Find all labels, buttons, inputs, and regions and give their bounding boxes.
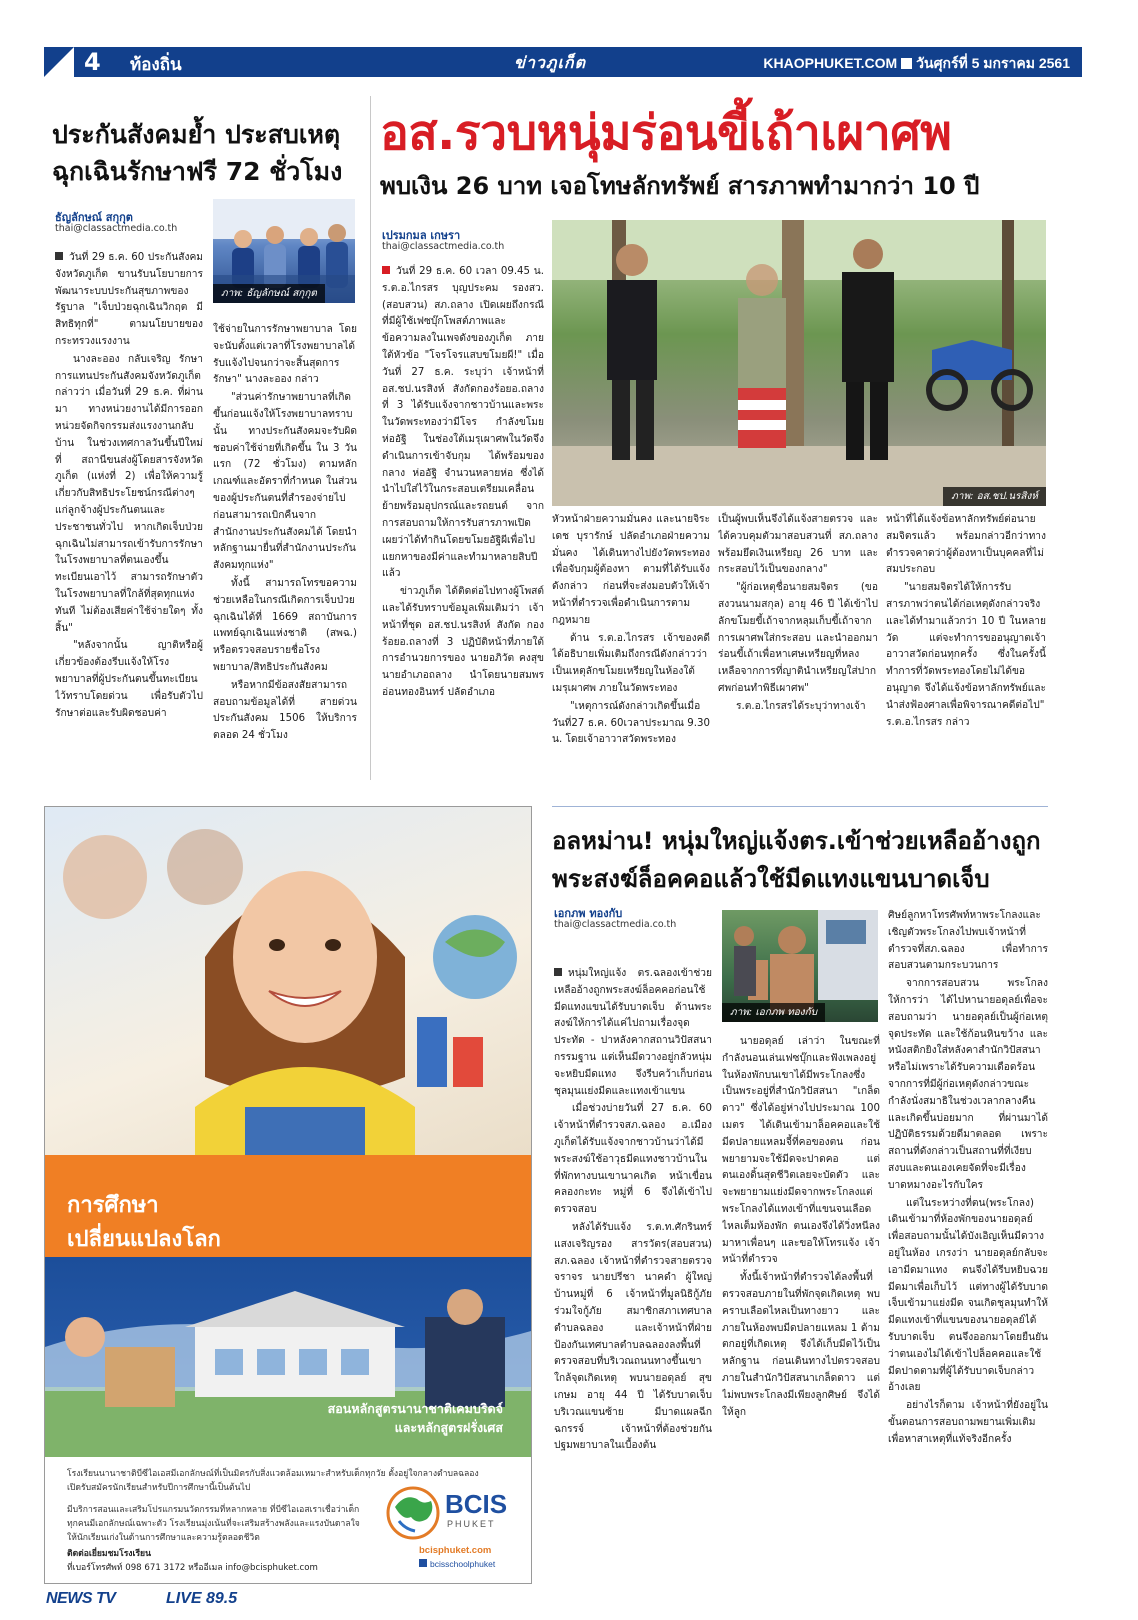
ad-contact-line[interactable]: ที่เบอร์โทรศัพท์ 098 671 3172 หรืออีเมล info@bcisphuket.com xyxy=(67,1563,318,1573)
left-photo-caption: ภาพ: ธัญลักษณ์ สกุกุต xyxy=(213,284,325,303)
paragraph: หรือหากมีข้อสงสัยสามารถสอบถามข้อมูลได้ที่ สายด่วนประกันสังคม 1506 ให้บริการตลอด 24 ชั่วโมง xyxy=(213,679,357,742)
paragraph: ข่าวภูเก็ต ได้ติดต่อไปทางผู้โพสต์ และได้รับทราบข้อมูลเพิ่มเติมว่า เจ้าหน้าที่ชุด อส.ชป.นรสิงห์ สังกัด กองร้อยอ.ถลางที่ 3 ปฏิบัติหน้าที่ภายใต้การอำนวยการของ นายอภิวัต คงสุข นายอำเภอถลาง นำโดยนายสมพร อ่อนทองอินทร์ ปลัดอำเภอ xyxy=(382,586,544,698)
left-story-email[interactable]: thai@classactmedia.co.th xyxy=(55,223,178,234)
main-photo-caption: ภาพ: อส.ชป.นรสิงห์ xyxy=(943,487,1046,506)
paragraph: นายอดุลย์ เล่าว่า ในขณะที่กำลังนอนเล่นเฟซบุ๊กและฟังเพลงอยู่ในห้องพักบนเขาได้มีพระโกลงซึ่งเป็นพระอยู่ที่สำนักวิปัสสนา "เกล็ดดาว" ซึ่งได้อยู่ห่างไปประมาณ 100 เมตร ได้เดินเข้ามาล็อคคอและใช้มีดปลายแหลมจี้ที่คอของตน ก่อนพยายามจะใช้มีดจะปาดคอ แต่ตนเองดิ้นสุดชีวิตเลยจะบัดตัว และจะพยายามแย่งมีดจากพระโกลงแต่พระโกลงได้แทงเข้าที่แขนจนเลือดไหลเต็มห้องพัก ตนเองจึงได้วิ่งหนีลงมาหาเพื่อนๆ และขอให้โทรแจ้ง เจ้าหน้าที่ตำรวจ xyxy=(722,1036,880,1266)
column-divider xyxy=(370,96,371,780)
bottom-story-column-1 xyxy=(554,966,712,1584)
paragraph: วันที่ 29 ธ.ค. 60 เวลา 09.45 น. ร.ต.อ.ไกรสร บุญประคม รองสว.(สอบสวน) สภ.ถลาง เปิดเผยถึงกรณี ที่มีผู้ใช้เฟซบุ๊กโพสต์ภาพและข้อความลงในเพจดังของภูเก็ต ภายใต้หัวข้อ "โจรโจรแสบขโมยผี!" เมื่อวันที่ 27 ธ.ค. ระบุว่า เจ้าหน้าที่ อส.ชป.นรสิงห์ สังกัดกองร้อยอ.ถลางที่ 3 ได้รับแจ้งจากชาวบ้านและพระในวัดพระทองว่ามีโจร กำลังขโมย ห่ออัฐิ ในช่องใต้เมรุเผาศพในวัดจึงดำเนินการเข้าจับกุม ได้พร้อมของกลาง ห่ออัฐิ จำนวนหลายห่อ ซึ่งได้นำไปใส่ไว้ในกระสอบเตรียมเคลื่อนย้ายพร้อมอุปกรณ์และรถยนต์ จากการสอบถามให้การรับสารภาพเปิดเผยว่าได้ทำกินโดยขโมยอัฐิผีเพื่อไปแยกหาของมีค่าและทำมาหลายสิบปีแล้ว xyxy=(382,266,544,580)
bcis-logo-text: BCIS xyxy=(445,1489,508,1519)
page-number: 4 xyxy=(84,48,101,76)
masthead-logo: ข่าวภูเก็ต xyxy=(514,53,586,72)
ad-course-line-2: และหลักสูตรฝรั่งเศส xyxy=(394,1420,503,1435)
separator-square-icon xyxy=(901,58,912,69)
paragraph: ใช้จ่ายในการรักษาพยาบาล โดยจะนับตั้งแต่เวลาที่โรงพยาบาลได้รับแจ้งไปจนกว่าจะสิ้นสุดการรักษา" นางละออง กล่าว xyxy=(213,324,357,386)
ad-title-line-2: เปลี่ยนแปลงโลก xyxy=(67,1227,221,1252)
main-story-email[interactable]: thai@classactmedia.co.th xyxy=(382,241,505,252)
bullet-icon xyxy=(554,968,562,976)
live-radio-logo: LIVE 89.5 xyxy=(166,1590,238,1607)
main-story-column-4 xyxy=(886,512,1046,778)
ad-course-line-1: สอนหลักสูตรนานาชาติเคมบริดจ์ xyxy=(327,1401,503,1416)
paragraph: หนุ่มใหญ่แจ้ง ตร.ฉลองเข้าช่วยเหลืออ้างถูกพระสงฆ์ล็อคคอก่อนใช้มีดแทงแขนได้รับบาดเจ็บ ด้านพระสงฆ์ให้การได้แค่ไปถามเรื่องจุดประทัด - ปาหลังคากสถานวิปัสสนากรรมฐาน แต่เห็นมีดวางอยู่กลัวหนุ่มจะหยิบมีดแทง จึงรีบคว้าเก็บก่อนชุลมุนแย่งมีดและแทงเข้าแขน xyxy=(554,968,712,1097)
bottom-story-column-2 xyxy=(722,1034,880,1584)
paragraph: เป็นผู้พบเห็นจึงได้แจ้งสายตรวจ และได้ควบคุมตัวมาสอบสวนที่ สภ.ถลาง พร้อมยึดเงินเหรียญ 26 บาท และกระสอบไว้เป็นของกลาง" xyxy=(718,514,878,576)
paragraph: หัวหน้าฝ่ายความมั่นคง และนายจิระเดช บุรารักษ์ ปลัดอำเภอฝ่ายความมั่นคง ได้เดินทางไปยังวัดพระทองเพื่อจับกุมผู้ต้องหา ตามที่ได้รับแจ้งดังกล่าว ก่อนที่จะส่งมอบตัวให้เจ้าหน้าที่ตำรวจเพื่อดำเนินการตามกฎหมาย xyxy=(552,514,710,626)
paragraph: ทั้งนี้เจ้าหน้าที่ตำรวจได้ลงพื้นที่ตรวจสอบภายในที่พักจุดเกิดเหตุ พบคราบเลือดไหลเป็นทางยาว และภายในห้องพบมีดปลายแหลม 1 ด้าม ตกอยู่ที่เกิดเหตุ จึงได้เก็บมีดไว้เป็นหลักฐาน ก่อนเดินทางไปตรวจสอบภายในสำนักวิปัสสนาเกล็ดดาว แต่ไม่พบพระโกลงมีเพียงลูกศิษย์ จึงได้ให้ลูก xyxy=(722,1272,880,1418)
paragraph: "ผู้ก่อเหตุชื่อนายสมจิตร (ขอสงวนนามสกุล) อายุ 46 ปี ได้เข้าไปลักขโมยขี้เถ้าจากหลุมเก็บขี้เถ้าจากการเผาศพใส่กระสอบ และนำออกมาร่อนขี้เถ้าเพื่อหาเศษเหรียญที่หลงเหลือจากการที่ญาตินำเหรียญใส่ปากศพก่อนทำพิธีเผาศพ" xyxy=(718,582,878,694)
ad-contact-label: ติดต่อเยี่ยมชมโรงเรียน xyxy=(67,1549,151,1559)
main-story-column-3 xyxy=(718,512,878,778)
news-tv-logo: NEWS TV xyxy=(46,1590,116,1607)
ad-body-text-2: มีบริการสอนและเสริมโปรแกรมนวัตกรรมที่หลากหลาย ที่บีซีไอเอสเราเชื่อว่าเด็กทุกคนมีเอกลักษณ์เฉพาะตัว โรงเรียนมุ่งเน้นที่จะเสริมสร้างพลังและแรงบันดาลใจให้นักเรียนเก่งในด้านการศึกษาและความรู้ตลอดชีวิต xyxy=(67,1505,360,1543)
main-story-column-1 xyxy=(382,264,544,778)
bottom-photo-caption: ภาพ: เอกภพ ทองกับ xyxy=(722,1003,825,1022)
left-story-column-1 xyxy=(55,250,203,778)
paragraph: วันที่ 29 ธ.ค. 60 ประกันสังคมจังหวัดภูเก็ต ขานรับนโยบายการพัฒนาระบบประกันสุขภาพของรัฐบาล "เจ็บป่วยฉุกเฉินวิกฤต มีสิทธิทุกที่" ตามนโยบายของกระทรวงแรงงาน xyxy=(55,252,203,347)
bottom-story-photo xyxy=(722,910,878,1022)
paragraph: ศิษย์ลูกหาโทรศัพท์หาพระโกลงและเชิญตัวพระโกลงไปพบเจ้าหน้าที่ตำรวจที่สภ.ฉลอง เพื่อทำการสอบสวนตามกระบวนการ xyxy=(888,910,1048,972)
left-story-headline: ประกันสังคมย้ำ ประสบเหตุฉุกเฉินรักษาฟรี 72 ชั่วโมง xyxy=(52,120,343,186)
smiling-girl-photo-icon xyxy=(45,807,531,1177)
site-link[interactable]: KHAOPHUKET.COM xyxy=(763,55,898,71)
ad-body-text: โรงเรียนนานาชาติบีซีไอเอสมีเอกลักษณ์ที่เป็นมิตรกับสิ่งแวดล้อมเหมาะสำหรับเด็กทุกวัย ตั้งอยู่ใจกลางตำบลฉลอง เปิดรับสมัครนักเรียนสำหรับปีการศึกษานี้เป็นต้นไป xyxy=(67,1469,479,1493)
paragraph: นางละออง กลับเจริญ รักษาการแทนประกันสังคมจังหวัดภูเก็ต กล่าวว่า เมื่อวันที่ 29 ธ.ค. ที่ผ่านมา ทางหน่วยงานได้มีการออกหน่วยจัดกิจกรรมส่งแรงงานกลับบ้าน ในช่วงเทศกาลวันขึ้นปีใหม่ ที่ สถานีขนส่งผู้โดยสารจังหวัดภูเก็ต (แห่งที่ 2) เพื่อให้ความรู้เกี่ยวกับสิทธิประโยชน์กรณีต่างๆ แก่ลูกจ้างผู้ประกันตนและประชาชนทั่วไป หากเกิดเจ็บป่วยฉุกเฉินไม่สามารถเข้ารับการรักษาในโรงพยาบาลที่ตนเองขึ้นทะเบียนเอาไว้ สามารถรักษาตัวในโรงพยาบาลที่ใกล้ที่สุดทุกแห่งทันที ไม่ต้องเสียค่าใช้จ่ายใดๆ ทั้งสิ้น" xyxy=(55,353,203,634)
section-name: ท้องถิ่น xyxy=(130,55,182,75)
paragraph: "หลังจากนั้น ญาติหรือผู้เกี่ยวข้องต้องรีบแจ้งให้โรงพยาบาลที่ผู้ประกันตนขึ้นทะเบียนไว้ทราบโดยด่วน เพื่อรับตัวไปรักษาต่อและรับผิดชอบค่า xyxy=(55,640,203,719)
bcis-logo[interactable] xyxy=(385,1481,515,1571)
paragraph: "นายสมจิตรได้ให้การรับสารภาพว่าตนได้ก่อเหตุดังกล่าวจริงและได้ทำมาแล้วกว่า 10 ปี ในหลายวัด แต่จะทำการขออนุญาตเจ้าอาวาสวัดก่อนทุกครั้ง ซึ่งในครั้งนี้ทำการที่วัดพระทองโดยไม่ได้ขออนุญาต จึงได้แจ้งข้อหาลักทรัพย์และนำส่งฟ้องศาลเพื่อพิจารณาคดีต่อไป" ร.ต.อ.ไกรสร กล่าว xyxy=(886,582,1046,728)
globe-logo-icon xyxy=(385,1485,441,1541)
paragraph: หน้าที่ได้แจ้งข้อหาลักทรัพย์ต่อนายสมจิตรแล้ว พร้อมกล่าวอีกว่าทางตำรวจคาดว่าผู้ต้องหาเป็นบุคคลที่ไม่สมประกอบ xyxy=(886,514,1046,576)
ad-title-line-1: การศึกษา xyxy=(67,1193,159,1218)
bullet-icon xyxy=(55,252,63,260)
ad-hero-photo xyxy=(45,807,531,1177)
facebook-icon xyxy=(419,1559,427,1567)
main-story-photo xyxy=(552,220,1046,506)
bottom-story-headline: อลหม่าน! หนุ่มใหญ่แจ้งตร.เข้าช่วยเหลืออ้างถูกพระสงฆ์ล็อคคอแล้วใช้มีดแทงแขนบาดเจ็บ xyxy=(552,827,1041,893)
left-story-photo xyxy=(213,199,355,303)
paragraph: "ส่วนค่ารักษาพยาบาลที่เกิดขึ้นก่อนแจ้งให้โรงพยาบาลทราบนั้น ทางประกันสังคมจะรับผิดชอบค่าใช้จ่ายที่เกิดขึ้น ใน 3 วันแรก (72 ชั่วโมง) ตามหลักเกณฑ์และอัตราที่กำหนด ในส่วนของผู้ประกันตนที่สำรองจ่ายไปก่อนสามารถเบิกคืนจากสำนักงานประกันสังคมได้ โดยนำหลักฐานมายื่นที่สำนักงานประกันสังคมทุกแห่ง" xyxy=(213,392,357,572)
paragraph: เมื่อช่วงบ่ายวันที่ 27 ธ.ค. 60 เจ้าหน้าที่ตำรวจสภ.ฉลอง อ.เมืองภูเก็ตได้รับแจ้งจากชาวบ้านว่าได้มีพระสงฆ์ใช้อาวุธมีดแทงชาวบ้านในที่พักทางบนเขานาคเกิด หน้าเขื่อนคลองกะทะ หมู่ที่ 6 จึงได้เข้าไปตรวจสอบ xyxy=(554,1103,712,1216)
bullet-icon xyxy=(382,266,390,274)
arrest-scene-photo-icon xyxy=(552,220,1046,506)
ad-facebook-handle: bcisschoolphuket xyxy=(430,1559,496,1569)
ad-course-text xyxy=(328,1399,503,1437)
header-site-date xyxy=(763,53,1070,75)
school-advertisement[interactable] xyxy=(44,806,532,1584)
ad-website-link[interactable]: bcisphuket.com xyxy=(419,1545,492,1556)
paragraph: ด้าน ร.ต.อ.ไกรสร เจ้าของคดี ได้อธิบายเพิ่มเติมถึงกรณีดังกล่าวว่า เป็นเหตุลักขโมยเหรียญในห้องใต้เมรุเผาศพ ภายในวัดพระทอง xyxy=(552,632,710,694)
bcis-logo-subtext: PHUKET xyxy=(447,1519,496,1529)
paragraph: อย่างไรก็ตาม เจ้าหน้าที่ยังอยู่ในขั้นตอนการสอบถามพยานเพิ่มเติมเพื่อหาสาเหตุที่แท้จริงอีกครั้ง xyxy=(888,1400,1048,1445)
section-divider xyxy=(552,806,1048,807)
main-story-column-2 xyxy=(552,512,710,778)
corner-logo-icon xyxy=(44,47,74,77)
left-story-column-2 xyxy=(213,322,357,778)
main-story-subhead: พบเงิน 26 บาท เจอโทษลักทรัพย์ สารภาพทำมากว่า 10 ปี xyxy=(380,172,980,200)
paragraph: ร.ต.อ.ไกรสรได้ระบุว่าทางเจ้า xyxy=(736,700,866,712)
paragraph: แต่ในระหว่างที่ตน(พระโกลง) เดินเข้ามาที่ห้องพักของนายอดุลย์เพื่อสอบถามนั้นได้บังเอิญเห็นมีดวางอยู่ในห้อง เกรงว่า นายอดุลย์กลับจะเอามีดมาแทง ตนจึงได้รีบหยิบฉวยมีดมาเพื่อเก็บไว้ แต่ทางผู้ได้รับบาดเจ็บเข้ามาแย่งมีด จนเกิดชุลมุนทำให้มีดแทงเข้าที่แขนของนายอดุลย์ได้รับบาดเจ็บ ตนจึงออกมาโดยยืนยันว่าตนเองไม่ได้เข้าไปล็อคคอและใช้มีดปาดตามที่ผู้ได้รับบาดเจ็บกล่าวอ้างเลย xyxy=(888,1197,1048,1394)
ad-contact xyxy=(67,1547,387,1575)
ad-facebook-link[interactable] xyxy=(419,1559,495,1569)
issue-date: วันศุกร์ที่ 5 มกราคม 2561 xyxy=(916,55,1070,71)
paragraph: ทั้งนี้ สามารถโทรขอความช่วยเหลือในกรณีเกิดการเจ็บป่วยฉุกเฉินได้ที่ 1669 สถาบันการแพทย์ฉุกเฉินแห่งชาติ (สพฉ.) หรือตรวจสอบรายชื่อโรงพยาบาล/สิทธิประกันสังคม xyxy=(213,577,357,673)
main-story-author: เปรมกมล เกษรา xyxy=(382,229,461,242)
main-story-headline: อส.รวบหนุ่มร่อนขี้เถ้าเผาศพ xyxy=(380,105,952,161)
bottom-story-column-3 xyxy=(888,908,1048,1584)
page-header xyxy=(44,47,1082,77)
left-story-author: ธัญลักษณ์ สกุกุต xyxy=(55,211,133,224)
paragraph: "เหตุการณ์ดังกล่าวเกิดขึ้นเมื่อวันที่27 ธ.ค. 60เวลาประมาณ 9.30 น. โดยเจ้าอาวาสวัดพระทอง xyxy=(552,700,710,746)
ad-title xyxy=(67,1189,221,1257)
bottom-story-author: เอกภพ ทองกับ xyxy=(554,907,623,920)
bottom-story-email[interactable]: thai@classactmedia.co.th xyxy=(554,919,677,930)
paragraph: จากการสอบสวน พระโกลงให้การว่า ได้ไปหานายอดุลย์เพื่อจะสอบถามว่า นายอดุลย์เป็นผู้ก่อเหตุจุดประทัด และใช้ก้อนหินขว้าง และหนังสติกยิงใส่หลังคาสำนักวิปัสสนาหรือไม่เพราะได้รับความเดือดร้อนจากการที่มีผู้ก่อเหตุดังกล่าวขณะกำลังนั่งสมาธิในช่วงเวลากลางคืน และเกิดขึ้นบ่อยมาก ที่ผ่านมาได้ปฏิบัติธรรมด้วยดีมาตลอด เพราะสถานที่ดังกล่าวเป็นสถานที่ที่เงียบสงบและตนเองเคยจัดที่จะมีเรื่องบาดหมางอะไรกับใคร xyxy=(888,978,1048,1191)
paragraph: หลังได้รับแจ้ง ร.ต.ท.ศักรินทร์ แสงเจริญรอง สารวัตร(สอบสวน) สภ.ฉลอง เจ้าหน้าที่ตำรวจสายตรวจจราจร นายปรีชา นาคดำ ผู้ใหญ่บ้านหมู่ที่ 6 เจ้าหน้าที่มูลนิธิกู้ภัยร่วมใจกู้ภัย สมาชิกสภาเทศบาลตำบลฉลอง และเจ้าหน้าที่ฝ่ายป้องกันเทศบาลตำบลฉลองลงพื้นที่ตรวจสอบที่บริเวณถนนทางขึ้นเขาใกล้จุดเกิดเหตุ พบนายอดุลย์ สุขเกษม อายุ 44 ปี ได้รับบาดเจ็บบริเวณแขนซ้าย มีบาดแผลฉีกฉกรรจ์ เจ้าหน้าที่ต้องช่วยกันปฐมพยาบาลในเบื้องต้น xyxy=(554,1221,712,1452)
